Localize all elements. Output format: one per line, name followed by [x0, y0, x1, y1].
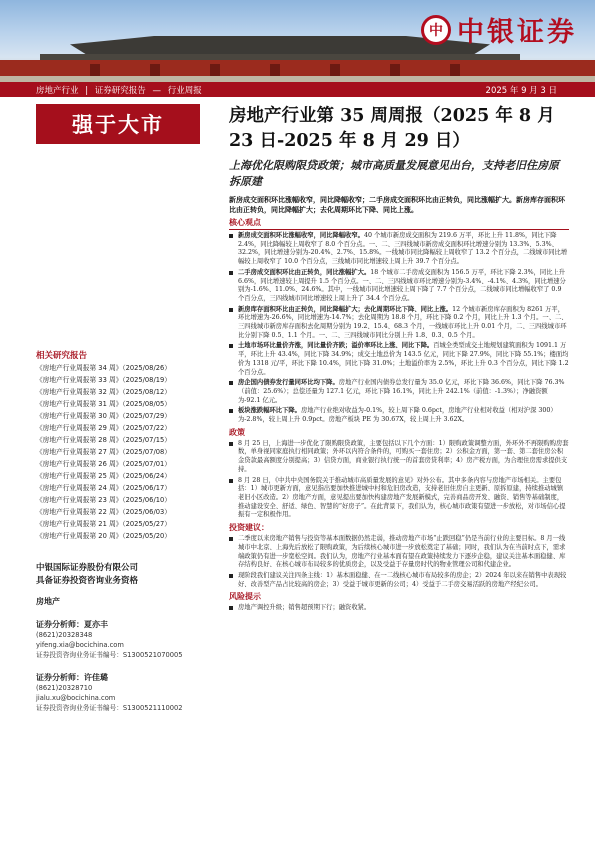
policy-item: 8 月 28 日，《中共中央国务院关于推动城市高质量发展的意见》对外公布。其中多条内容与房地产市场相关。主要包括：1）城市更新方面，意见指出要加快推进城中村和危旧房改造，支持老旧住房自主更新、原拆原建，持续推动城镇老旧小区改造。2）房地产方面，意见提出要加快构建房地产发展新模式，完善商品房开发、融资、销售等基础制度，推动建设安全、舒适、绿色、智慧的“好房子”。在此背景下，我们认为，核心城市政策有望进一步放松，对市场信心提振有一定积极作用。 [229, 477, 569, 521]
brand-name: 中银证券 [457, 17, 577, 48]
core-point-heading: 板块涨跌幅环比下降。 [238, 407, 301, 415]
core-point-item [229, 269, 569, 304]
core-point-text: 房地产行业国内债券总发行量为 35.0 亿元，环比下降 36.6%，同比下降 76.3%（前值：25.6%）；总偿还量为 127.1 亿元，环比下降 16.1%，同比上升 242.1%（前值：-1.3%）；净融资额为-92.1 亿元。 [238, 379, 565, 404]
breadcrumb-category: 行业周报 [167, 85, 202, 96]
related-report-item: 《房地产行业周报第 34 周》（2025/08/26） [36, 364, 171, 372]
related-reports-list [36, 363, 201, 542]
analyst-name: 证券分析师：许佳璐 [36, 673, 108, 682]
company-name: 中银国际证券股份有限公司 具备证券投资咨询业务资格 [36, 563, 139, 586]
report-title: 房地产行业第 35 周周报（2025 年 8 月 23 日-2025 年 8 月 29 日） [229, 106, 555, 151]
rating-badge: 强于大市 [36, 104, 200, 144]
core-views-title: 核心观点 [229, 217, 261, 227]
analyst-list [36, 619, 201, 713]
sector-label: 房地产 [36, 597, 60, 606]
related-report-item: 《房地产行业周报第 23 周》（2025/06/10） [36, 496, 171, 504]
advice-item: 二季度以来房地产销售与投资等基本面数据仍然走弱，推动房地产市场“止跌回稳”仍是当前行业的主要目标。8 月一线城市中北京、上海先后放松了限购政策，为后续核心城市进一步放松奠定了基础；同时，我们认为在当前时点下，需求端政策仍有进一步宽松空间。我们认为，房地产行业基本面有望在政策持续发力下逐步企稳，建议关注基本面稳健、库存结构良好、在核心城市布局较多的优质房企，以及受益于存量房时代的物业管理公司和代建企业。 [229, 535, 569, 570]
breadcrumb-sector: 房地产行业 [36, 85, 79, 96]
core-point-text: 房地产行业绝对收益为-0.1%，较上周下降 0.6pct，房地产行业相对收益（相对沪深 300）为-2.8%，较上周上升 0.9pct。房地产板块 PE 为 30.67X，较上周上升 3.62X。 [238, 407, 557, 424]
core-points-list [229, 232, 569, 425]
core-point-text: 百城全类型成交土地规划建筑面积为 1091.1 万平，环比上升 43.4%，同比下降 34.9%；成交土地总价为 143.5 亿元，同比下降 27.9%，同比下降 55.1%；楼面均价为 1318 元/平，环比下降 10.4%，同比下降 31.0%；土地溢价率为 2.5%，环比上升 0.3 个百分点，同比下降 1.2 个百分点。 [238, 342, 569, 376]
policy-title: 政策 [229, 426, 245, 437]
report-lead: 新房成交面积环比涨幅收窄，同比降幅收窄；二手房成交面积环比由正转负，同比涨幅扩大。新房库存面积环比由正转负，同比降幅扩大；去化周期环比下降、同比上涨。 [229, 195, 565, 214]
analyst-contact: (8621)20328348 [36, 631, 93, 639]
sidebar [36, 349, 201, 713]
breadcrumb-sep: | [85, 85, 89, 96]
policy-list [229, 440, 569, 520]
analyst-contact: (8621)20328710 [36, 684, 93, 692]
related-report-item: 《房地产行业周报第 20 周》（2025/05/20） [36, 532, 171, 540]
related-report-item: 《房地产行业周报第 24 周》（2025/06/17） [36, 484, 171, 492]
analyst-contact: yifeng.xia@bocichina.com [36, 641, 124, 649]
main-content [229, 104, 569, 613]
header-banner [0, 0, 595, 82]
bank-logo-icon: 中 [421, 15, 451, 45]
related-report-item: 《房地产行业周报第 26 周》（2025/07/01） [36, 460, 171, 468]
analyst-name: 证券分析师：夏亦丰 [36, 620, 108, 629]
breadcrumb [36, 84, 206, 96]
analyst-contact: 证券投资咨询业务证书编号：S1300521070005 [36, 651, 183, 659]
analyst-contact: 证券投资咨询业务证书编号：S1300521110002 [36, 704, 183, 712]
core-point-heading: 新房库存面积环比由正转负，同比降幅扩大；去化周期环比下降、同比上涨。 [238, 305, 453, 313]
advice-list [229, 535, 569, 589]
risk-text: 房地产调控升级；销售超预期下行；融资收紧。 [229, 604, 569, 613]
related-report-item: 《房地产行业周报第 27 周》（2025/07/08） [36, 448, 171, 456]
core-point-text: 12 个城市新房库存面积为 8261 万平，环比增速为-26.6%，同比增速为-14.7%；去化周期为 18.8 个月，环比下降 0.2 个月，同比上升 1.3 个月。一、二、三四线城市新房库存面积去化周期分别为 19.2、15.4、68.3 个月，一线城市环比上升 0.01 个月，二、三四线城市环比分别下降 0.5、1.1 个月。一、二、三四线城市同比分别上升 1.8、0.3、0.5 个月。 [238, 305, 568, 339]
advice-title: 投资建议： [229, 522, 269, 533]
core-point-heading: 房企国内债券发行量同环比均下降。 [238, 379, 339, 387]
related-report-item: 《房地产行业周报第 21 周》（2025/05/27） [36, 520, 171, 528]
related-report-item: 《房地产行业周报第 25 周》（2025/06/24） [36, 472, 171, 480]
report-date: 2025 年 9 月 3 日 [485, 85, 557, 96]
related-reports-title: 相关研究报告 [36, 351, 88, 361]
core-point-text: 18 个城市二手房成交面积为 156.5 万平，环比下降 2.3%，同比上升 6.6%，同比增速较上周提升 1.5 个百分点。一、二、三四线城市环比增速分别为-3.4%、-4.1%、4.3%，同比增速分别为-1.6%、11.0%、24.6%。其中，一线城市同比增速较上周下降了 7.7 个百分点，二线城市同比增幅收窄了 0.9 个百分点，三四线城市同比增速较上周上升了 34.4 个百分点。 [238, 268, 566, 302]
core-point-item [229, 379, 569, 405]
core-point-text: 40 个城市新房成交面积为 219.6 万平，环比上升 11.8%，同比下降 2.4%，同比降幅较上周收窄了 8.0 个百分点。一、二、三四线城市新房成交面积环比增速分别为 13.3%、5.3%、32.2%，同比增速分别为-20.4%、2.7%、15.8%。一线城市同比降幅较上周收窄了 13.2 个百分点，二线城市同比增幅较上周收窄了 10.0 个百分点，三线城市同比增速较上周上升 39.7 个百分点。 [238, 232, 568, 266]
core-point-item [229, 342, 569, 377]
analyst-card [36, 619, 201, 660]
core-point-item [229, 232, 569, 267]
breadcrumb-sep: — [152, 85, 162, 96]
brand-logo [421, 10, 577, 49]
report-subtitle: 上海优化限购限贷政策；城市高质量发展意见出台，支持老旧住房原拆原建 [229, 159, 559, 188]
related-report-item: 《房地产行业周报第 29 周》（2025/07/22） [36, 424, 171, 432]
analyst-contact: jialu.xu@bocichina.com [36, 694, 116, 702]
core-point-heading: 新房成交面积环比涨幅收窄，同比降幅收窄。 [238, 232, 364, 239]
related-report-item: 《房地产行业周报第 22 周》（2025/06/03） [36, 508, 171, 516]
related-report-item: 《房地产行业周报第 32 周》（2025/08/12） [36, 388, 171, 396]
report-info-bar [0, 82, 595, 97]
core-point-heading: 二手房成交面积环比由正转负，同比涨幅扩大。 [238, 268, 371, 276]
policy-item: 8 月 25 日，上海进一步优化了限购限贷政策，主要包括以下几个方面：1）限购政策调整方面，外环外不再限购购房套数，单身视同家庭执行相同政策；外环以内符合条件的，可购买一套住房；2）公积金方面，第一套、第二套住房公积金贷款最高额度分别提高；3）信贷方面，商业银行执行统一的首套房贷利率；4）房产税方面，为合理住房需求提供支持。 [229, 440, 569, 475]
analyst-card [36, 672, 201, 713]
core-point-heading: 土地市场环比量价齐涨，同比量价齐跌；溢价率环比上涨、同比下降。 [238, 342, 434, 350]
core-point-item [229, 407, 569, 424]
related-report-item: 《房地产行业周报第 31 周》（2025/08/05） [36, 400, 171, 408]
risk-title: 风险提示 [229, 591, 261, 602]
related-report-item: 《房地产行业周报第 33 周》（2025/08/19） [36, 376, 171, 384]
related-report-item: 《房地产行业周报第 28 周》（2025/07/15） [36, 436, 171, 444]
core-point-item [229, 306, 569, 341]
advice-item: 现阶段我们建议关注四条主线：1）基本面稳健、在一二线核心城市布局较多的房企；2）2024 年以来在销售中表现较好、改善型产品占比较高的房企；3）受益于城市更新的公司；4）受益于二手房交易活跃的房地产经纪公司。 [229, 572, 569, 589]
related-report-item: 《房地产行业周报第 30 周》（2025/07/29） [36, 412, 171, 420]
breadcrumb-type: 证券研究报告 [94, 85, 146, 96]
